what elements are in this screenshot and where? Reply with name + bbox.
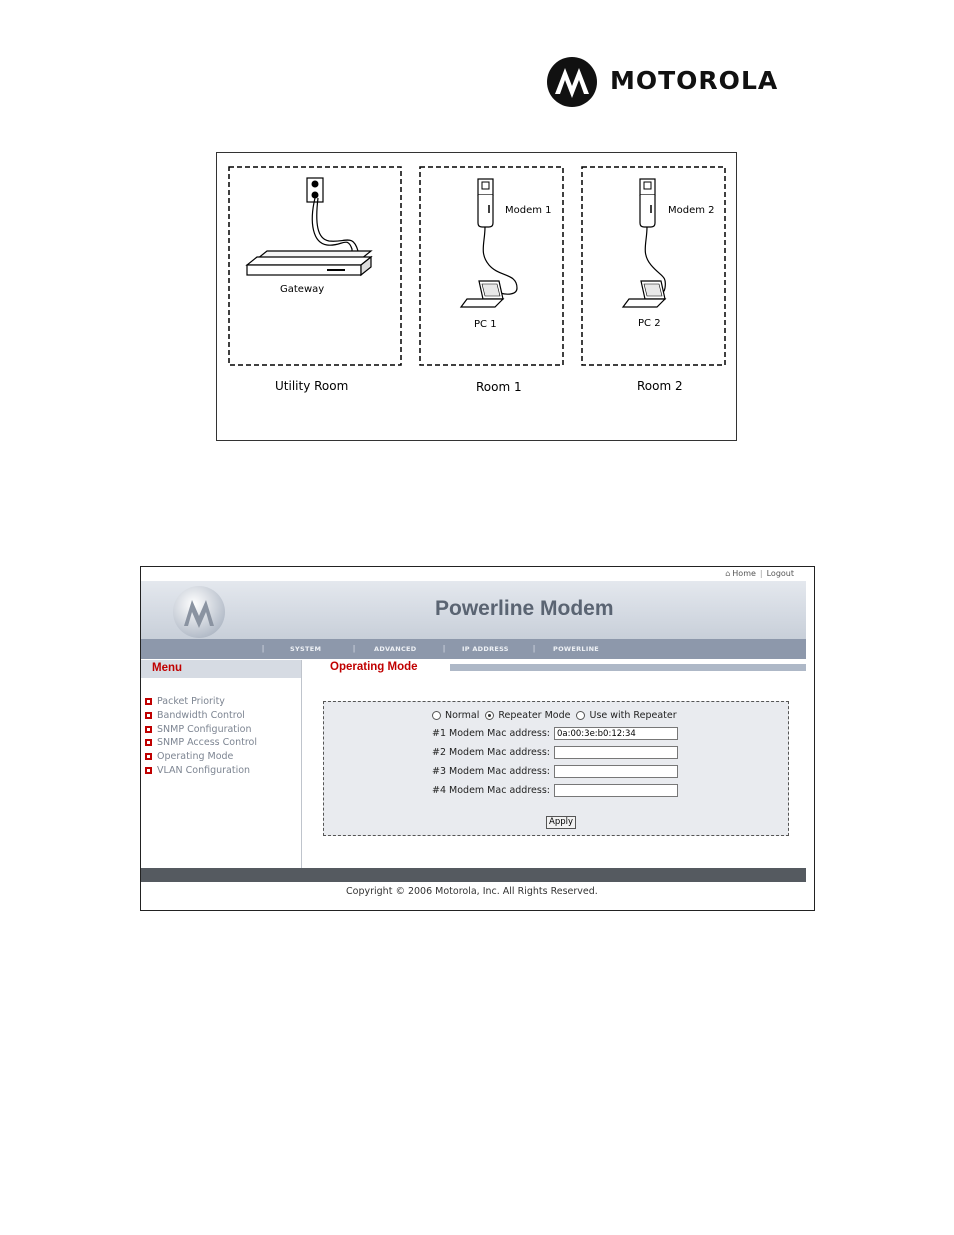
arrow-icon (145, 767, 152, 774)
nav-advanced[interactable]: ADVANCED (374, 645, 417, 653)
pc2-label: PC 2 (638, 318, 661, 329)
top-links: ⌂ Home | Logout (725, 569, 794, 578)
mode-radio-group: Normal Repeater Mode Use with Repeater (432, 710, 683, 721)
laptop2-icon (623, 281, 665, 307)
menu-title: Menu (152, 662, 183, 674)
menu-item-packet-priority[interactable]: Packet Priority (145, 695, 257, 709)
mac-input-4[interactable] (554, 784, 678, 797)
room-label-utility: Utility Room (275, 379, 349, 393)
mac-row-4: #4 Modem Mac address: (432, 784, 678, 797)
menu-item-snmp-access-control[interactable]: SNMP Access Control (145, 736, 257, 750)
modem1-label: Modem 1 (505, 205, 552, 216)
room-label-room1: Room 1 (476, 380, 522, 394)
motorola-batwing-icon (181, 596, 217, 628)
gateway-label: Gateway (280, 284, 325, 295)
pc1-label: PC 1 (474, 319, 497, 330)
side-menu (145, 695, 257, 777)
section-title: Operating Mode (330, 661, 418, 673)
nav-ip-address[interactable]: IP ADDRESS (462, 645, 509, 653)
mac-input-2[interactable] (554, 746, 678, 759)
top-nav: | SYSTEM | ADVANCED | IP ADDRESS | POWERLINE (141, 639, 806, 659)
home-link[interactable]: Home (732, 569, 756, 578)
menu-divider (301, 660, 302, 868)
home-icon: ⌂ (725, 569, 731, 578)
gateway-icon (247, 251, 371, 275)
mac-row-2: #2 Modem Mac address: (432, 746, 678, 759)
mac-row-3: #3 Modem Mac address: (432, 765, 678, 778)
mac-input-3[interactable] (554, 765, 678, 778)
banner-logo (173, 586, 225, 638)
arrow-icon (145, 712, 152, 719)
menu-header (141, 660, 301, 678)
header-banner (141, 581, 806, 639)
logout-link[interactable]: Logout (766, 569, 794, 578)
menu-item-bandwidth-control[interactable]: Bandwidth Control (145, 709, 257, 723)
arrow-icon (145, 739, 152, 746)
radio-normal[interactable] (432, 711, 441, 720)
brand-wordmark: MOTOROLA (610, 66, 779, 95)
section-title-bar (450, 664, 806, 671)
menu-item-vlan-configuration[interactable]: VLAN Configuration (145, 763, 257, 777)
modem2-label: Modem 2 (668, 205, 715, 216)
menu-item-snmp-configuration[interactable]: SNMP Configuration (145, 722, 257, 736)
modem1-icon (478, 179, 493, 227)
room-label-room2: Room 2 (637, 379, 683, 393)
footer-bar (141, 868, 806, 882)
arrow-icon (145, 753, 152, 760)
apply-button[interactable]: Apply (546, 816, 576, 829)
mac-row-1: #1 Modem Mac address: 0a:00:3e:b0:12:34 (432, 727, 678, 740)
nav-system[interactable]: SYSTEM (290, 645, 322, 653)
radio-use-with-repeater[interactable] (576, 711, 585, 720)
powerline-modem-screenshot (140, 566, 815, 911)
arrow-icon (145, 698, 152, 705)
operating-mode-form (323, 701, 789, 836)
network-diagram (216, 152, 737, 441)
page-title: Powerline Modem (435, 597, 614, 620)
modem2-icon (640, 179, 655, 227)
menu-item-operating-mode[interactable]: Operating Mode (145, 750, 257, 764)
nav-powerline[interactable]: POWERLINE (553, 645, 600, 653)
arrow-icon (145, 726, 152, 733)
radio-repeater-mode[interactable] (485, 711, 494, 720)
copyright-text: Copyright © 2006 Motorola, Inc. All Rights Reserved. (346, 886, 598, 897)
mac-input-1[interactable]: 0a:00:3e:b0:12:34 (554, 727, 678, 740)
motorola-batwing-icon (546, 56, 598, 108)
laptop1-icon (461, 281, 503, 307)
